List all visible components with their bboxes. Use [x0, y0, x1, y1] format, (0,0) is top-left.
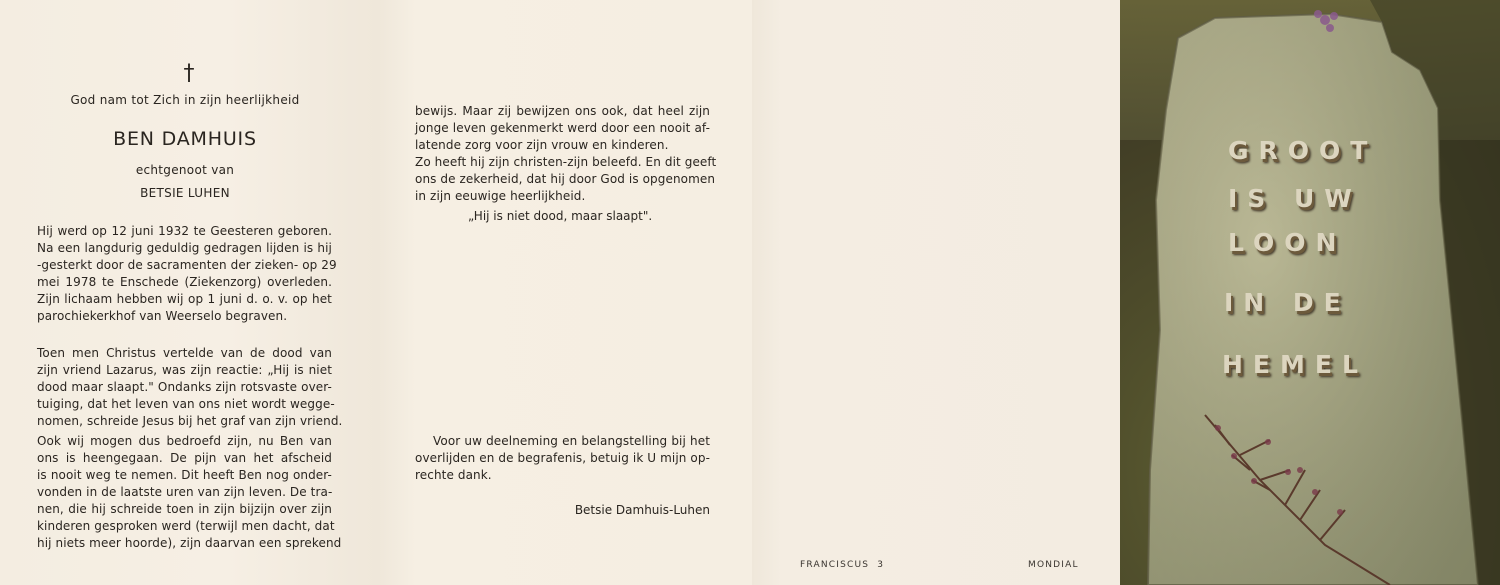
text-line: in zijn eeuwige heerlijkheid.: [415, 189, 586, 203]
text-line: Na een langdurig geduldig gedragen lijden is hij: [37, 241, 332, 255]
cover-photo: [1120, 0, 1500, 585]
engraving-line: IN DE: [1224, 288, 1351, 317]
continuation-paragraph: [415, 103, 717, 205]
lazarus-paragraph: [37, 345, 343, 430]
spouse-name: BETSIE LUHEN: [140, 186, 230, 200]
text-line: dood maar slaapt." Ondanks zijn rotsvaste over-: [37, 380, 332, 394]
card-panel-back: [752, 0, 1120, 585]
card-panel-continuation: [378, 0, 752, 585]
engraving-line: IS UW: [1228, 184, 1362, 213]
text-line: parochiekerkhof van Weerselo begraven.: [37, 309, 288, 323]
text-line: Voor uw deelneming en belangstelling bij het: [433, 434, 710, 448]
thanks-paragraph: [415, 433, 710, 484]
text-line: is nooit weg te nemen. Dit heeft Ben nog onder-: [37, 468, 332, 482]
text-line: zijn vriend Lazarus, was zijn reactie: „Hij is niet: [37, 363, 332, 377]
text-line: Toen men Christus vertelde van de dood van: [37, 346, 332, 360]
series-number: 3: [877, 560, 885, 570]
series-name: FRANCISCUS: [800, 560, 870, 570]
text-line: -gesterkt door de sacramenten der zieken- op 29: [37, 258, 337, 272]
text-line: hij niets meer hoorde), zijn daarvan een sprekend: [37, 536, 342, 550]
quote-line: „Hij is niet dood, maar slaapt".: [468, 209, 653, 223]
text-line: latende zorg voor zijn vrouw en kinderen.: [415, 138, 669, 152]
text-line: ons de zekerheid, dat hij door God is opgenomen: [415, 172, 716, 186]
text-line: rechte dank.: [415, 468, 492, 482]
deceased-name: BEN DAMHUIS: [113, 128, 257, 150]
publisher-label: MONDIAL: [1028, 560, 1079, 570]
text-line: Ook wij mogen dus bedroefd zijn, nu Ben van: [37, 434, 332, 448]
engraving-line: HEMEL: [1222, 350, 1368, 379]
text-line: Hij werd op 12 juni 1932 te Geesteren geboren.: [37, 224, 332, 238]
grief-paragraph: [37, 433, 342, 552]
engraving-line: LOON: [1228, 228, 1347, 257]
card-panel-obituary: [0, 0, 378, 585]
text-line: Zijn lichaam hebben wij op 1 juni d. o. v. op het: [37, 292, 332, 306]
text-line: kinderen gesproken werd (terwijl men dacht, dat: [37, 519, 335, 533]
text-line: nomen, schreide Jesus bij het graf van zijn vriend.: [37, 414, 343, 428]
biography-paragraph: [37, 223, 337, 325]
signature: Betsie Damhuis-Luhen: [574, 503, 710, 517]
text-line: nen, die hij schreide toen in zijn bijzijn over zijn: [37, 502, 332, 516]
text-line: vonden in de laatste uren van zijn leven. De tra-: [37, 485, 333, 499]
text-line: tuiging, dat het leven van ons niet wordt wegge-: [37, 397, 335, 411]
intro-line: God nam tot Zich in zijn heerlijkheid: [70, 93, 300, 107]
cross-icon: †: [183, 61, 195, 86]
text-line: jonge leven gekenmerkt werd door een nooit af-: [415, 121, 710, 135]
series-label: [800, 560, 884, 570]
text-line: bewijs. Maar zij bewijzen ons ook, dat heel zijn: [415, 104, 710, 118]
relation-line: echtgenoot van: [135, 163, 235, 177]
text-line: ons is heengegaan. De pijn van het afscheid: [37, 451, 332, 465]
text-line: overlijden en de begrafenis, betuig ik U mijn op-: [415, 451, 710, 465]
text-line: mei 1978 te Enschede (Ziekenzorg) overleden.: [37, 275, 332, 289]
engraving-line: GROOT: [1228, 136, 1378, 165]
text-line: Zo heeft hij zijn christen-zijn beleefd. En dit geeft: [415, 155, 717, 169]
